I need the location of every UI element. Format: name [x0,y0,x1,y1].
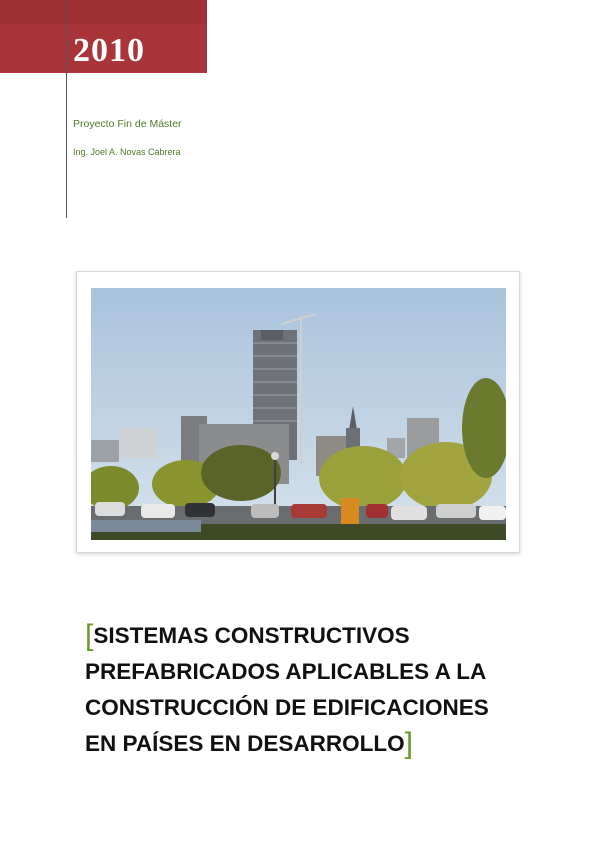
year-label: 2010 [73,32,145,69]
author-name: Ing. Joel A. Novas Cabrera [73,147,181,157]
title-line-1-text: SISTEMAS CONSTRUCTIVOS [93,623,410,648]
title-line-4-text: EN PAÍSES EN DESARROLLO [85,731,405,756]
title-close-bracket: ] [404,727,413,760]
project-label: Proyecto Fin de Máster [73,118,182,130]
cover-photo-frame [76,271,520,553]
title-line-1 [85,618,555,654]
title-open-bracket: [ [85,619,94,652]
year-banner-top-band [0,0,207,24]
cover-photo [91,288,506,540]
title-line-4 [85,726,555,762]
document-title [85,618,555,762]
title-line-3: CONSTRUCCIÓN DE EDIFICACIONES [85,695,489,720]
vertical-divider [66,0,67,218]
title-line-2: PREFABRICADOS APLICABLES A LA [85,659,487,684]
year-banner [0,0,207,73]
